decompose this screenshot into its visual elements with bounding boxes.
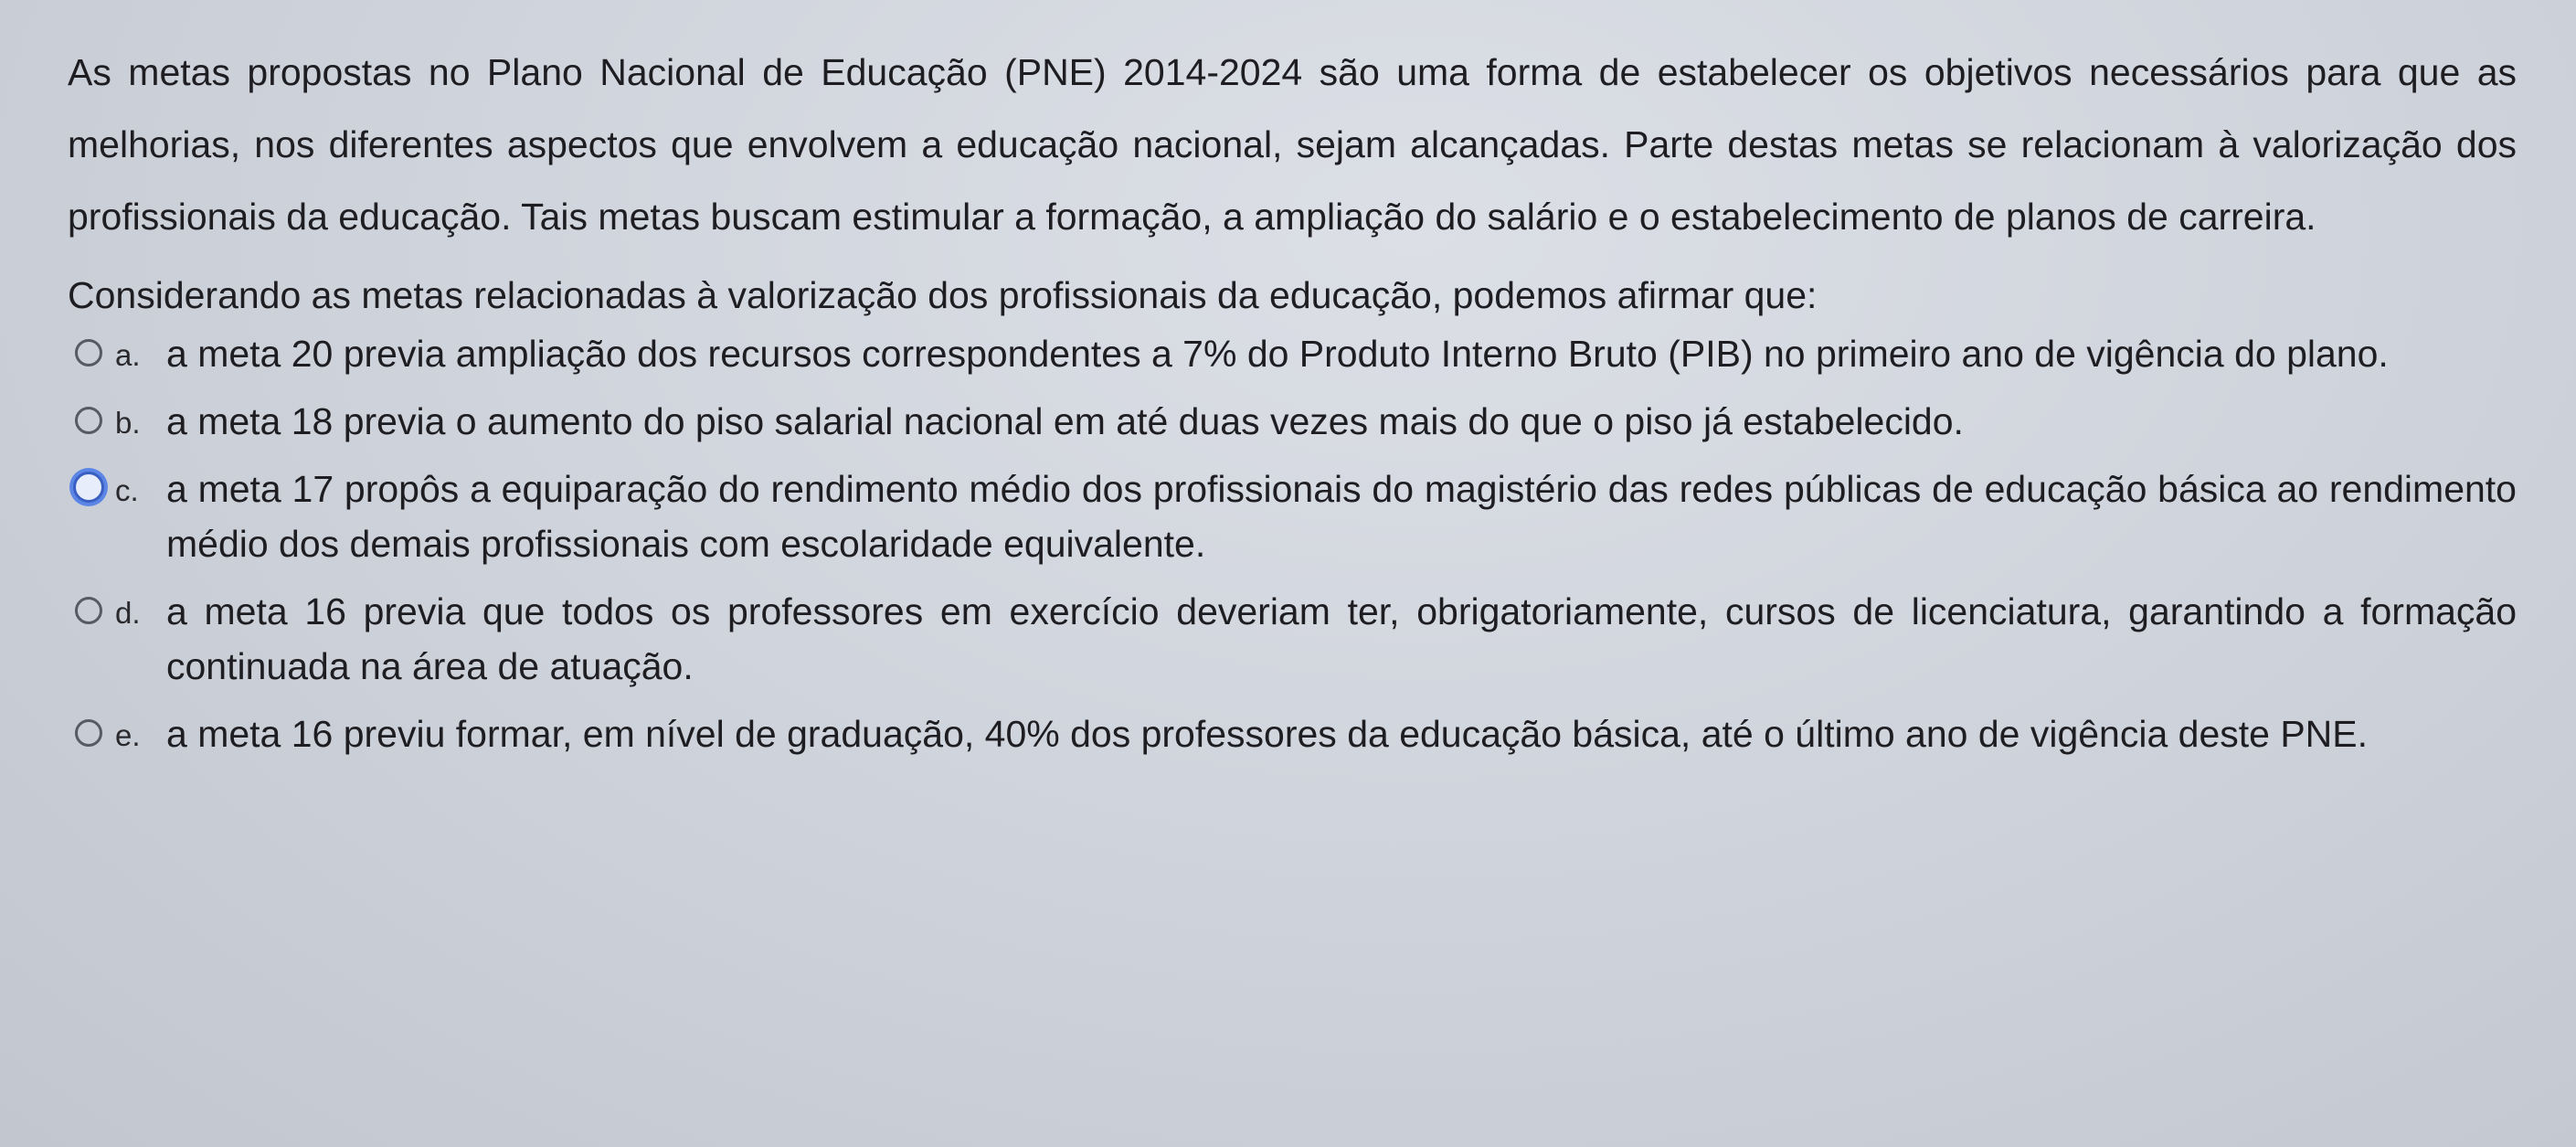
- option-a[interactable]: [68, 326, 2517, 381]
- option-text-d: a meta 16 previa que todos os professores em exercício deveriam ter, obrigatoriamente, cursos de licenciatura, garantindo a formação continuada na área de atuação.: [166, 590, 2517, 687]
- option-e[interactable]: [68, 706, 2517, 761]
- radio-b[interactable]: [75, 407, 102, 434]
- radio-c[interactable]: [73, 472, 104, 503]
- option-text-e: a meta 16 previu formar, em nível de graduação, 40% dos professores da educação básica, até o último ano de vigência deste PNE.: [166, 713, 2369, 755]
- option-letter-b: b.: [115, 406, 141, 440]
- radio-e[interactable]: [75, 719, 102, 747]
- option-c[interactable]: [68, 462, 2517, 571]
- option-letter-d: d.: [115, 596, 141, 630]
- option-text-b: a meta 18 previa o aumento do piso salarial nacional em até duas vezes mais do que o piso já estabelecido.: [166, 400, 1964, 442]
- option-letter-c: c.: [115, 473, 139, 507]
- radio-a[interactable]: [75, 339, 102, 366]
- question-container: [68, 37, 2517, 774]
- option-letter-a: a.: [115, 338, 141, 372]
- option-b[interactable]: [68, 394, 2517, 449]
- radio-d[interactable]: [75, 597, 102, 624]
- question-paragraph: As metas propostas no Plano Nacional de Educação (PNE) 2014-2024 são uma forma de estabelecer os objetivos necessários para que as melhorias, nos diferentes aspectos que envolvem a educação nacional, sejam alcançadas. Parte destas metas se relacionam à valorização dos profissionais da educação. Tais metas buscam estimular a formação, a ampliação do salário e o estabelecimento de planos de carreira.: [68, 51, 2517, 238]
- option-text-a: a meta 20 previa ampliação dos recursos correspondentes a 7% do Produto Interno Bruto (PIB) no primeiro ano de vigência do plano.: [166, 333, 2389, 375]
- option-letter-e: e.: [115, 718, 141, 752]
- answer-options: [68, 326, 2517, 761]
- question-prompt: Considerando as metas relacionadas à valorização dos profissionais da educação, podemos afirmar que:: [68, 274, 1818, 316]
- option-text-c: a meta 17 propôs a equiparação do rendimento médio dos profissionais do magistério das redes públicas de educação básica ao rendimento médio dos demais profissionais com escolaridade equivalente.: [166, 468, 2517, 565]
- option-d[interactable]: [68, 584, 2517, 694]
